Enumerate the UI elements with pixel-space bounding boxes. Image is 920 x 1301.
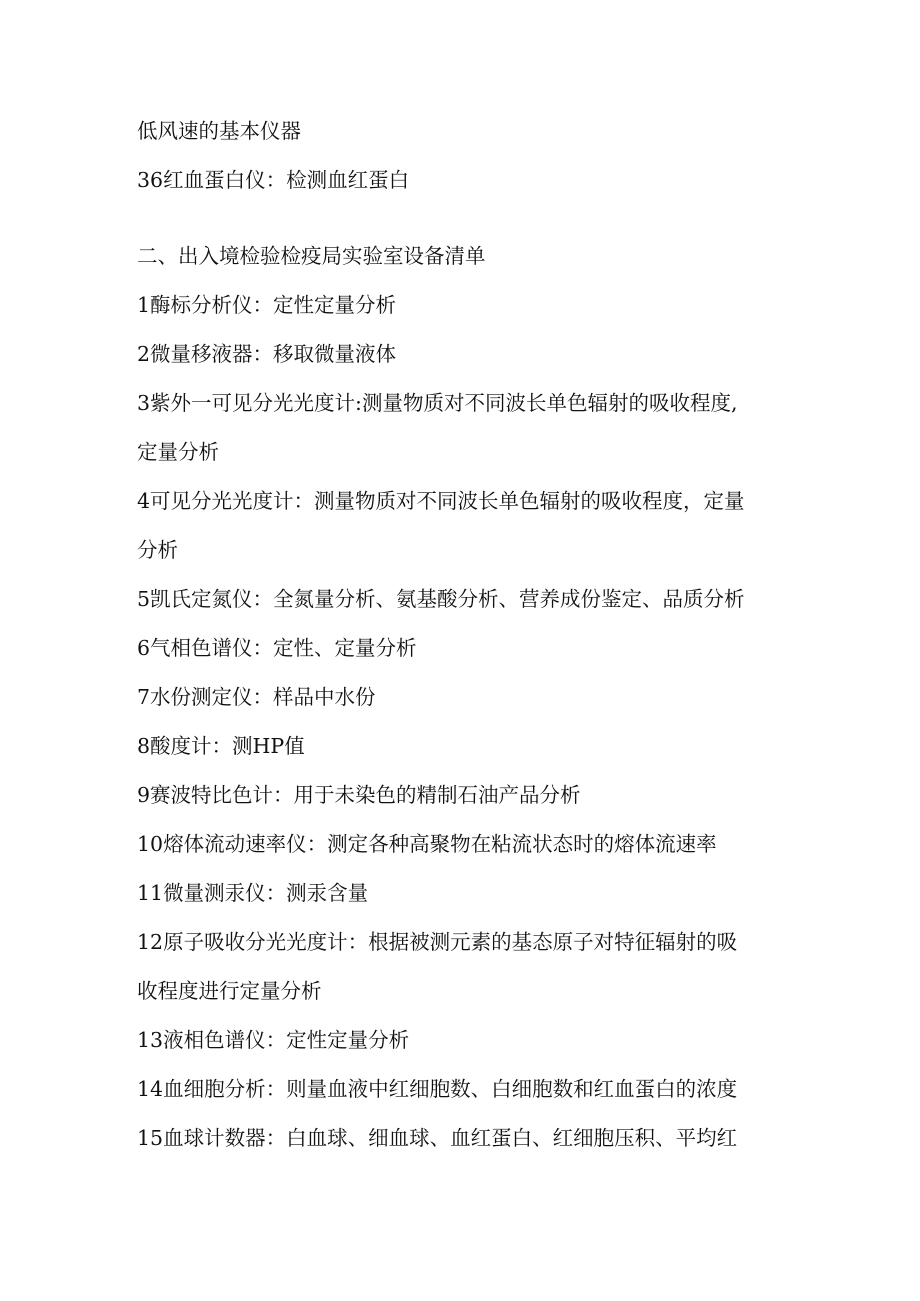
list-item: 14血细胞分析：则量血液中红细胞数、白细胞数和红血蛋白的浓度 [137,1077,738,1101]
list-item: 7水份测定仪：样品中水份 [137,685,376,709]
list-item: 2微量移液器：移取微量液体 [137,342,397,366]
list-item-continuation: 收程度进行定量分析 [137,979,322,1003]
list-item: 3紫外一可见分光光度计:测量物质对不同波长单色辐射的吸收程度, [137,391,738,415]
list-item: 5凯氏定氮仪：全氮量分析、氨基酸分析、营养成份鉴定、品质分析 [137,587,745,611]
list-item: 1酶标分析仪：定性定量分析 [137,293,397,317]
intro-line: 36红血蛋白仪：检测血红蛋白 [137,168,410,192]
list-item: 15血球计数器：白血球、细血球、血红蛋白、红细胞压积、平均红 [137,1126,738,1150]
intro-line: 低风速的基本仪器 [137,119,301,143]
list-item-continuation: 分析 [137,538,178,562]
section-title: 二、出入境检验检疫局实验室设备清单 [137,244,486,268]
list-item: 6气相色谱仪：定性、定量分析 [137,636,417,660]
list-item: 9赛波特比色计：用于未染色的精制石油产品分析 [137,783,581,807]
list-item: 13液相色谱仪：定性定量分析 [137,1028,410,1052]
list-item: 10熔体流动速率仪：测定各种高聚物在粘流状态时的熔体流速率 [137,832,717,856]
list-item: 4可见分光光度计：测量物质对不同波长单色辐射的吸收程度，定量 [137,489,745,513]
document-body [137,112,787,1168]
list-item: 8酸度计：测HP值 [137,734,305,758]
list-item-continuation: 定量分析 [137,440,219,464]
paragraph-gap [137,210,787,237]
list-item: 12原子吸收分光光度计：根据被测元素的基态原子对特征辐射的吸 [137,930,738,954]
list-item: 11微量测汞仪：测汞含量 [137,881,369,905]
